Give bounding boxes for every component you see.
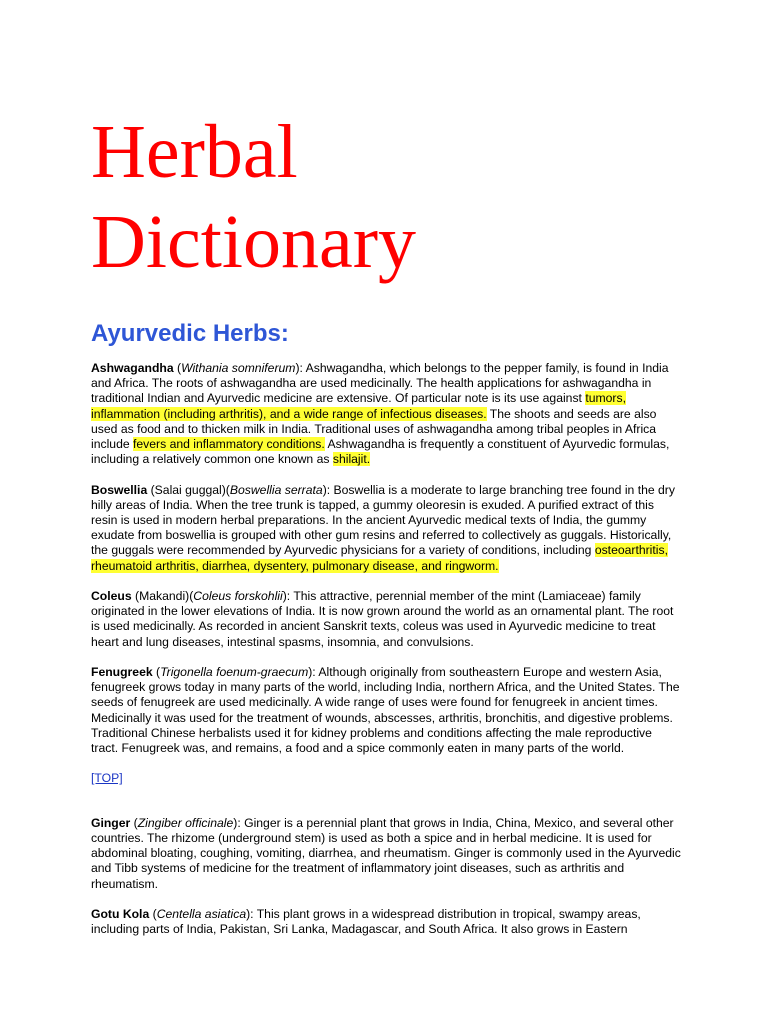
entry-gotu-kola	[91, 907, 681, 937]
top-link-wrapper	[91, 771, 681, 801]
section-heading: Ayurvedic Herbs:	[91, 320, 289, 347]
entry-text: ): Ginger is a perennial plant that grows in India, China, Mexico, and several other countries. The rhizome (underground stem) is used as both a spice and in herbal medicine. It is used for abdominal bloating, coughing, vomiting, diarrhea, and rheumatism. Ginger is commonly used in the Ayurvedic and Tibb systems of medicine for the treatment of inflammatory joint diseases, such as arthritis and rheumatism.	[91, 815, 681, 891]
entry-text: (	[130, 815, 138, 830]
entry-text: (	[149, 907, 157, 922]
latin-name: Zingiber officinale	[137, 815, 234, 830]
page-title	[91, 0, 681, 287]
latin-name: Coleus forskohlii	[193, 589, 283, 604]
herb-name: Ginger	[91, 815, 131, 830]
entry-ginger	[91, 816, 681, 892]
herb-entries	[91, 361, 681, 937]
entry-text: ): Ashwagandha, which belongs to the pepper family, is found in India and Africa. The roots of ashwagandha are used medicinally. The health applications for ashwagandha in traditional Indian and Ayurvedic medicine are extensive. Of particular note is its use against	[91, 361, 669, 406]
entry-text: (Makandi)(	[131, 589, 194, 604]
entry-text: ): This plant grows in a widespread distribution in tropical, swampy areas, including parts of India, Pakistan, Sri Lanka, Madagascar, and South Africa. It also grows in Eastern	[91, 907, 641, 937]
latin-name: Withania somniferum	[181, 361, 296, 375]
entry-ashwagandha	[91, 361, 681, 467]
highlighted-text: osteoarthritis, rheumatoid arthritis, diarrhea, dysentery, pulmonary disease, and ringworm.	[91, 543, 668, 573]
herb-name: Ashwagandha	[91, 361, 174, 375]
entry-boswellia	[91, 483, 681, 574]
title-line-2: Dictionary	[91, 200, 417, 284]
highlighted-text: fevers and inflammatory conditions.	[133, 437, 325, 452]
latin-name: Trigonella foenum-graecum	[160, 665, 309, 680]
entry-text: ): Although originally from southeastern Europe and western Asia, fenugreek grows today in many parts of the world, including India, northern Africa, and the United States. The seeds of fenugreek are used medicinally. A wide range of uses were found for fenugreek in ancient times. Medicinally it was used for the treatment of wounds, abscesses, arthritis, bronchitis, and digestive problems. Traditional Chinese herbalists used it for kidney problems and conditions affecting the male reproductive tract. Fenugreek was, and remains, a food and a spice commonly eaten in many parts of the world.	[91, 665, 680, 756]
latin-name: Centella asiatica	[156, 907, 247, 922]
entry-text: (Salai guggal)(	[147, 482, 230, 497]
highlighted-text: shilajit.	[332, 452, 371, 467]
entry-fenugreek	[91, 665, 681, 756]
entry-text: ): Boswellia is a moderate to large branching tree found in the dry hilly areas of India. When the tree trunk is tapped, a gummy oleoresin is exuded. A purified extract of this resin is used in modern herbal preparations. In the ancient Ayurvedic medical texts of India, the gummy exudate from boswellia is grouped with other gum resins and referred to collectively as guggals. Historically, the guggals were recommended by Ayurvedic physicians for a variety of conditions, including	[91, 482, 675, 558]
herb-name: Gotu Kola	[91, 907, 150, 922]
latin-name: Boswellia serrata	[229, 482, 323, 497]
herb-name: Boswellia	[91, 482, 148, 497]
herb-name: Fenugreek	[91, 665, 153, 680]
highlighted-text: tumors, inflammation (including arthritis), and a wide range of infectious diseases.	[91, 391, 626, 421]
entry-text: ): This attractive, perennial member of the mint (Lamiaceae) family originated in the lower elevations of India. It is now grown around the world as an ornamental plant. The root is used medicinally. As recorded in ancient Sanskrit texts, coleus was used in Ayurvedic medicine to treat heart and lung diseases, intestinal spasms, insomnia, and convulsions.	[91, 589, 674, 649]
herb-name: Coleus	[91, 589, 132, 604]
entry-text: (	[152, 665, 161, 680]
entry-coleus	[91, 589, 681, 650]
entry-text: (	[173, 361, 182, 375]
document-page	[91, 0, 681, 953]
title-line-1: Herbal	[91, 110, 298, 194]
entry-text: The shoots and seeds are also used as food and to thicken milk in India. Traditional uses of ashwagandha among tribal peoples in Africa include	[91, 406, 657, 452]
entry-text: Ashwagandha is frequently a constituent of Ayurvedic formulas, including a relatively common one known as	[91, 437, 670, 467]
top-link[interactable]: [TOP]	[91, 771, 123, 786]
